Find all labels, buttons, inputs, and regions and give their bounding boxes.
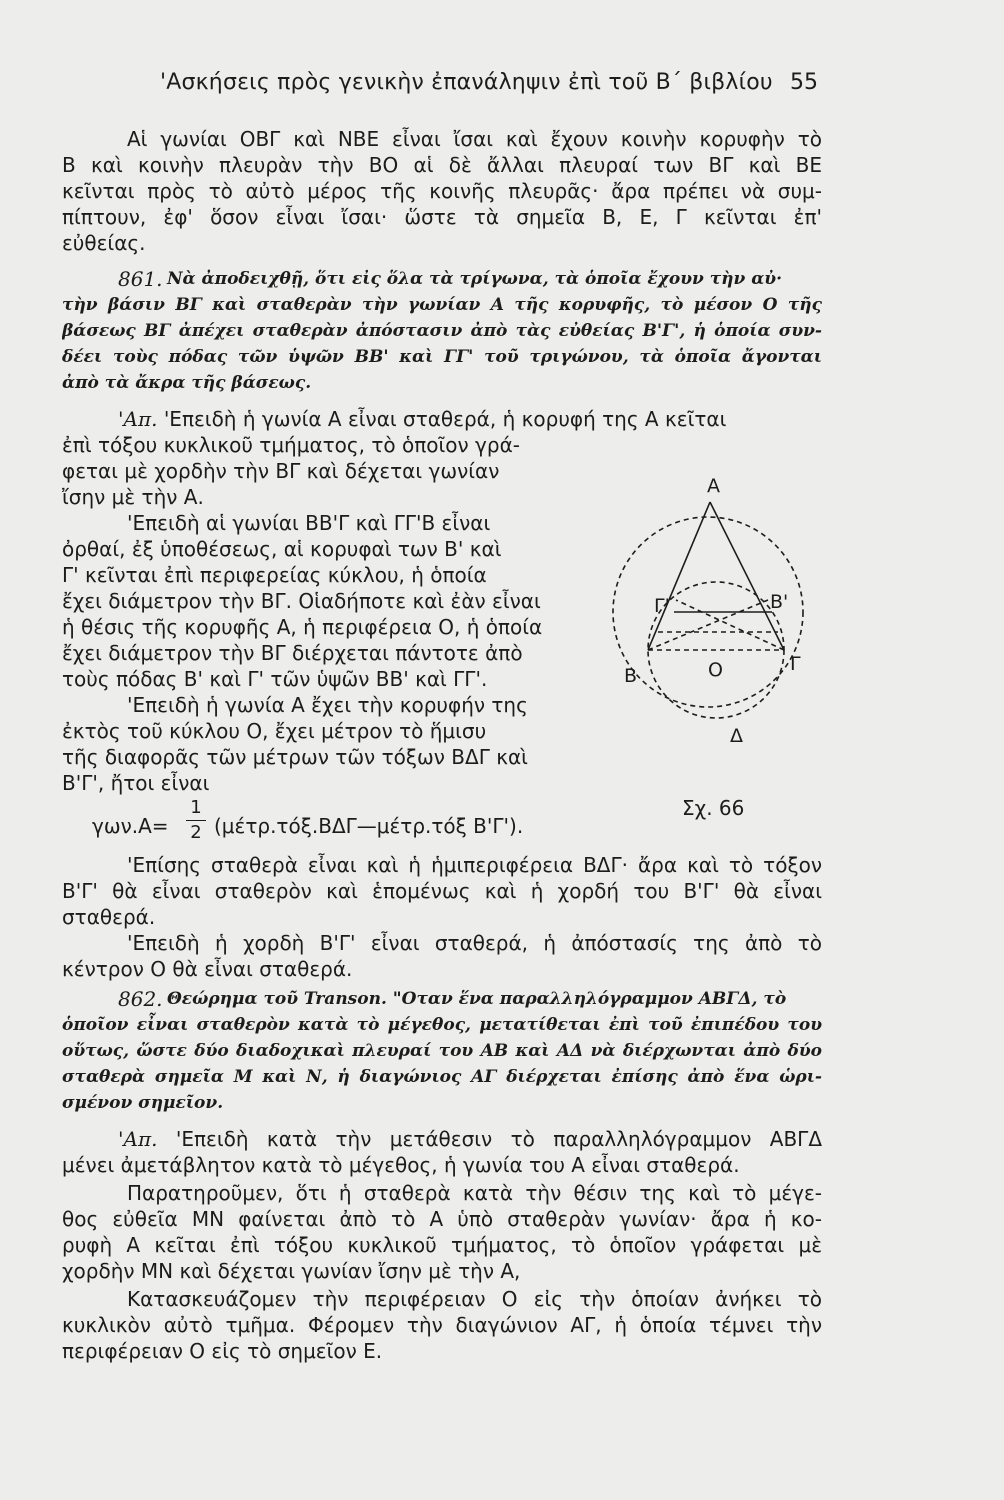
formula-rhs: (μέτρ.τόξ.ΒΔΓ—μέτρ.τόξ Β'Γ'). [214,814,524,838]
text-line: ἔχει διάμετρον τὴν ΒΓ διέρχεται πάντοτε ἀπὸ [62,641,523,665]
text-line: κυκλικὸν αὐτὸ τμῆμα. Φέρομεν τὴν διαγώνιον ΑΓ, ἡ ὁποία τέμνει τὴν [62,1313,822,1337]
formula-lhs: γων.Α= [92,814,169,838]
figure-66 [608,472,818,772]
text-line [62,986,822,1012]
text-line: σταθερὰ σημεῖα Μ καὶ Ν, ἡ διαγώνιος ΑΓ διέρχεται ἐπίσης ἀπὸ ἕνα ὡρι- [62,1067,822,1087]
paragraph-construction [62,1286,822,1364]
label-g-prime: Γ' [654,595,670,617]
exercise-number: 862. [118,987,163,1011]
text-line: τοὺς πόδας Β' καὶ Γ' τῶν ὑψῶν ΒΒ' καὶ ΓΓ'. [62,667,488,691]
text-line: Κατασκευάζομεν τὴν περιφέρειαν Ο εἰς τὴν ὁποίαν ἀνήκει τὸ [127,1287,822,1311]
intro-paragraph [62,126,822,256]
answer-label: 'Απ. [118,1127,158,1151]
text-line: ὁποῖον εἶναι σταθερὸν κατὰ τὸ μέγεθος, μετατίθεται ἐπὶ τοῦ ἐπιπέδου του [62,1015,822,1035]
text-line: τὴν βάσιν ΒΓ καὶ σταθερὰν τὴν γωνίαν Α τῆς κορυφῆς, τὸ μέσον Ο τῆς [62,295,822,315]
answer-861-column [62,432,610,796]
answer-text: 'Επειδὴ κατὰ τὴν μετάθεσιν τὸ παραλληλόγραμμον ΑΒΓΔ [175,1127,822,1151]
page-number: 55 [790,70,818,95]
text-line: 'Επίσης σταθερὰ εἶναι καὶ ἡ ἡμιπεριφέρεια ΒΔΓ· ἄρα καὶ τὸ τόξον [127,853,822,877]
fraction-bar [186,820,206,821]
text-line: κεῖνται πρὸς τὸ αὐτὸ μέρος τῆς κοινῆς πλευρᾶς· ἄρα πρέπει νὰ συμ- [62,179,822,203]
answer-862 [62,1126,822,1178]
text-line: Β'Γ', ἤτοι εἶναι [62,771,210,795]
text-line: ἔχει διάμετρον τὴν ΒΓ. Οἱαδήποτε καὶ ἐὰν εἶναι [62,589,541,613]
text-line: τῆς διαφορᾶς τῶν μέτρων τῶν τόξων ΒΔΓ καὶ [62,745,528,769]
text-line [62,266,822,292]
label-a: Α [707,475,720,497]
text-line: σταθερά. [62,905,156,929]
figure-caption: Σχ. 66 [682,796,745,820]
text-line: ἐπὶ τόξου κυκλικοῦ τμήματος, τὸ ὁποῖον γρά- [62,433,520,457]
text-line: ἐκτὸς τοῦ κύκλου Ο, ἔχει μέτρον τὸ ἥμισυ [62,719,487,743]
text-line: 'Επειδὴ ἡ χορδὴ Β'Γ' εἶναι σταθερά, ἡ ἀπόστασίς της ἀπὸ τὸ [127,931,822,955]
exercise-862-statement [62,986,822,1116]
running-title: 'Ασκήσεις πρὸς γενικὴν ἐπανάληψιν ἐπὶ τοῦ Β΄ βιβλίου [160,70,773,95]
text-line: Β καὶ κοινὴν πλευρὰν τὴν ΒΟ αἱ δὲ ἄλλαι πλευραί των ΒΓ καὶ ΒΕ [62,153,822,177]
label-b-prime: Β' [770,591,789,613]
angle-formula [92,798,612,848]
text-line: φεται μὲ χορδὴν τὴν ΒΓ καὶ δέχεται γωνίαν [62,459,500,483]
text-line: Παρατηροῦμεν, ὅτι ἡ σταθερὰ κατὰ τὴν θέσιν της καὶ τὸ μέγε- [127,1181,822,1205]
formula-fraction [186,798,206,843]
text-line: βάσεως ΒΓ ἀπέχει σταθερὰν ἀπόστασιν ἀπὸ τὰς εὐθείας Β'Γ', ἡ ὁποία συν- [62,321,822,341]
paragraph-observation [62,1180,822,1284]
statement-line: Νὰ ἀποδειχθῇ, ὅτι εἰς ὅλα τὰ τρίγωνα, τὰ ὁποῖα ἔχουν τὴν αὐ· [167,269,783,289]
answer-text: 'Επειδὴ ἡ γωνία Α εἶναι σταθερά, ἡ κορυφή της Α κεῖται [163,407,727,431]
text-line: ἡ θέσις τῆς κορυφῆς Α, ἡ περιφέρεια Ο, ἡ ὁποία [62,615,543,639]
text-line: χορδὴν ΜΝ καὶ δέχεται γωνίαν ἴσην μὲ τὴν Α, [62,1259,521,1283]
statement-line: Θεώρημα τοῦ Transon. "Οταν ἕνα παραλληλόγραμμον ΑΒΓΔ, τὸ [167,989,787,1009]
text-line: Αἱ γωνίαι ΟΒΓ καὶ ΝΒΕ εἶναι ἴσαι καὶ ἔχουν κοινὴν κορυφὴν τὸ [127,127,822,151]
text-line: κέντρον Ο θὰ εἶναι σταθερά. [62,957,353,981]
text-line: περιφέρειαν Ο εἰς τὸ σημεῖον Ε. [62,1339,383,1363]
text-line: σμένον σημεῖον. [62,1093,224,1113]
text-line: δέει τοὺς πόδας τῶν ὑψῶν ΒΒ' καὶ ΓΓ' τοῦ τριγώνου, τὰ ὁποῖα ἄγονται [62,347,822,367]
text-line: Γ' κεῖνται ἐπὶ περιφερείας κύκλου, ἡ ὁποία [62,563,487,587]
text-line [62,406,822,432]
text-line: οὕτως, ὥστε δύο διαδοχικαὶ πλευραί του ΑΒ καὶ ΑΔ νὰ διέρχωνται ἀπὸ δύο [62,1041,822,1061]
text-line: ἴσην μὲ τὴν Α. [62,485,204,509]
label-o: Ο [708,659,723,681]
altitude-gg [676,600,784,650]
exercise-861-statement [62,266,822,396]
text-line: θος εὐθεῖα ΜΝ φαίνεται ἀπὸ τὸ Α ὑπὸ σταθερὰν γωνίαν· ἄρα ἡ κο- [62,1207,822,1231]
answer-861-continuation [62,852,822,982]
text-line: ρυφὴ Α κεῖται ἐπὶ τόξου κυκλικοῦ τμήματος, τὸ ὁποῖον γράφεται μὲ [62,1233,822,1257]
answer-label: 'Απ. [118,407,158,431]
page-header [0,70,1004,100]
text-line: ὀρθαί, ἐξ ὑποθέσεως, αἱ κορυφαὶ των Β' καὶ [62,537,502,561]
fraction-numerator: 1 [190,797,202,818]
text-line: 'Επειδὴ ἡ γωνία Α ἔχει τὴν κορυφήν της [127,693,528,717]
side-ag [710,502,784,650]
answer-861-first-line [62,406,822,432]
exercise-number: 861. [118,267,163,291]
label-d: Δ [730,725,743,747]
text-line: μένει ἀμετάβλητον κατὰ τὸ μέγεθος, ἡ γωνία του Α εἶναι σταθερά. [62,1153,740,1177]
label-g: Γ [790,653,801,675]
label-b: Β [624,665,638,687]
text-line: 'Επειδὴ αἱ γωνίαι ΒΒ'Γ καὶ ΓΓ'Β εἶναι [127,511,491,535]
text-line: ἀπὸ τὰ ἄκρα τῆς βάσεως. [62,373,312,393]
text-line: εὐθείας. [62,231,146,255]
fraction-denominator: 2 [190,822,202,843]
text-line [62,1126,822,1152]
text-line: Β'Γ' θὰ εἶναι σταθερὸν καὶ ἑπομένως καὶ ἡ χορδή του Β'Γ' θὰ εἶναι [62,879,822,903]
text-line: πίπτουν, ἐφ' ὅσον εἶναι ἴσαι· ὥστε τὰ σημεῖα Β, Ε, Γ κεῖνται ἐπ' [62,205,822,229]
